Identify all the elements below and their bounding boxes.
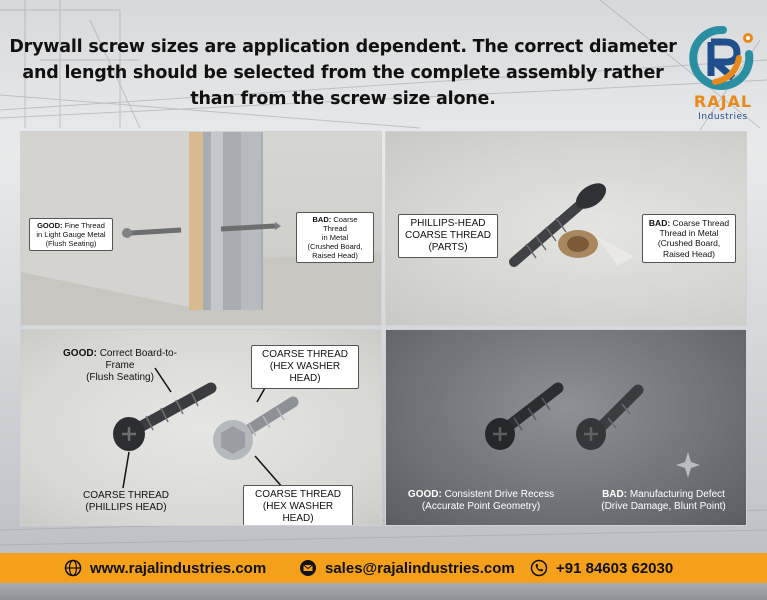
headline	[8, 34, 678, 112]
bottom-strip	[0, 583, 767, 600]
label-bad-line2: in Metal	[321, 233, 349, 242]
label-good-line2: (Flush Seating)	[86, 372, 154, 383]
label-coarse-hex-bottom-line2: (HEX WASHER HEAD)	[262, 501, 334, 524]
label-bad-head: BAD:	[648, 218, 671, 228]
label-bad-line2: (Drive Damage, Blunt Point)	[601, 501, 726, 512]
label-bad-line3: (Crushed Board,	[307, 242, 363, 251]
label-coarse-hex-top-line1: COARSE THREAD	[262, 349, 348, 360]
website-link[interactable]	[64, 553, 266, 583]
brand-subtitle: Industries	[698, 112, 748, 122]
label-bad-coarse-metal	[642, 214, 736, 263]
headline-line-3: than from the screw size alone.	[190, 89, 496, 109]
label-coarse-hex-top-line2: (HEX WASHER HEAD)	[269, 361, 341, 384]
label-bad-head: BAD:	[312, 215, 332, 224]
phone-icon	[530, 559, 548, 577]
phone-text: +91 84603 62030	[556, 559, 674, 577]
label-good-text: Correct Board-to-Frame	[96, 348, 177, 371]
label-phillips-line1: PHILLIPS-HEAD	[410, 218, 486, 229]
label-coarse-hex-top	[251, 345, 359, 389]
label-phillips-coarse-parts	[398, 214, 498, 258]
label-coarse-hex-bottom-line1: COARSE THREAD	[255, 489, 341, 500]
panel-screw-types	[20, 329, 382, 526]
label-good-text: Fine Thread	[62, 221, 105, 230]
brand-logo	[685, 24, 761, 124]
email-link[interactable]	[299, 553, 515, 583]
label-coarse-phillips-line1: COARSE THREAD	[83, 490, 169, 501]
contact-footer	[0, 553, 767, 583]
label-good-line3: (Flush Seating)	[45, 239, 97, 248]
label-bad-line4: Raised Head)	[663, 248, 715, 259]
label-good-head: GOOD:	[63, 348, 97, 359]
label-good-line2: in Light Gauge Metal	[36, 230, 106, 239]
label-good-board-to-frame	[45, 345, 195, 387]
label-coarse-phillips	[76, 487, 176, 517]
label-good-text: Consistent Drive Recess	[441, 489, 555, 500]
label-good-drive-recess	[396, 486, 566, 516]
label-phillips-line2: COARSE THREAD	[405, 230, 491, 241]
label-bad-text: Coarse Thread	[670, 218, 730, 228]
label-good-head: GOOD:	[407, 489, 442, 500]
globe-icon	[64, 559, 82, 577]
label-bad-text: Manufacturing Defect	[627, 489, 725, 500]
label-bad-line2: Thread in Metal	[659, 228, 719, 239]
panel-drywall-stud	[20, 131, 382, 326]
label-bad-coarse-thread	[296, 212, 374, 263]
label-coarse-hex-bottom	[243, 485, 353, 526]
phone-link[interactable]	[530, 553, 673, 583]
label-coarse-phillips-line2: (PHILLIPS HEAD)	[85, 502, 167, 513]
label-bad-text: Coarse Thread	[323, 215, 358, 233]
panel-phillips-coarse	[385, 131, 747, 326]
email-text: sales@rajalindustries.com	[325, 559, 515, 577]
brand-name: RAJAL	[693, 92, 753, 111]
label-good-fine-thread	[29, 218, 113, 251]
label-good-line2: (Accurate Point Geometry)	[421, 501, 541, 512]
label-bad-line4: Raised Head)	[312, 251, 358, 260]
mail-icon	[299, 559, 317, 577]
label-phillips-line3: (PARTS)	[428, 242, 468, 253]
panel-drive-recess	[385, 329, 747, 526]
label-bad-manufacturing-defect	[586, 486, 741, 516]
website-text: www.rajalindustries.com	[90, 559, 267, 577]
label-bad-line3: (Crushed Board,	[657, 238, 721, 249]
logo-mark-icon	[685, 24, 761, 90]
label-good-head: GOOD:	[37, 221, 63, 230]
headline-line-1: Drywall screw sizes are application dependent. The correct diameter	[9, 37, 677, 57]
label-bad-head: BAD:	[602, 489, 628, 500]
headline-line-2: and length should be selected from the complete assembly rather	[22, 63, 664, 83]
